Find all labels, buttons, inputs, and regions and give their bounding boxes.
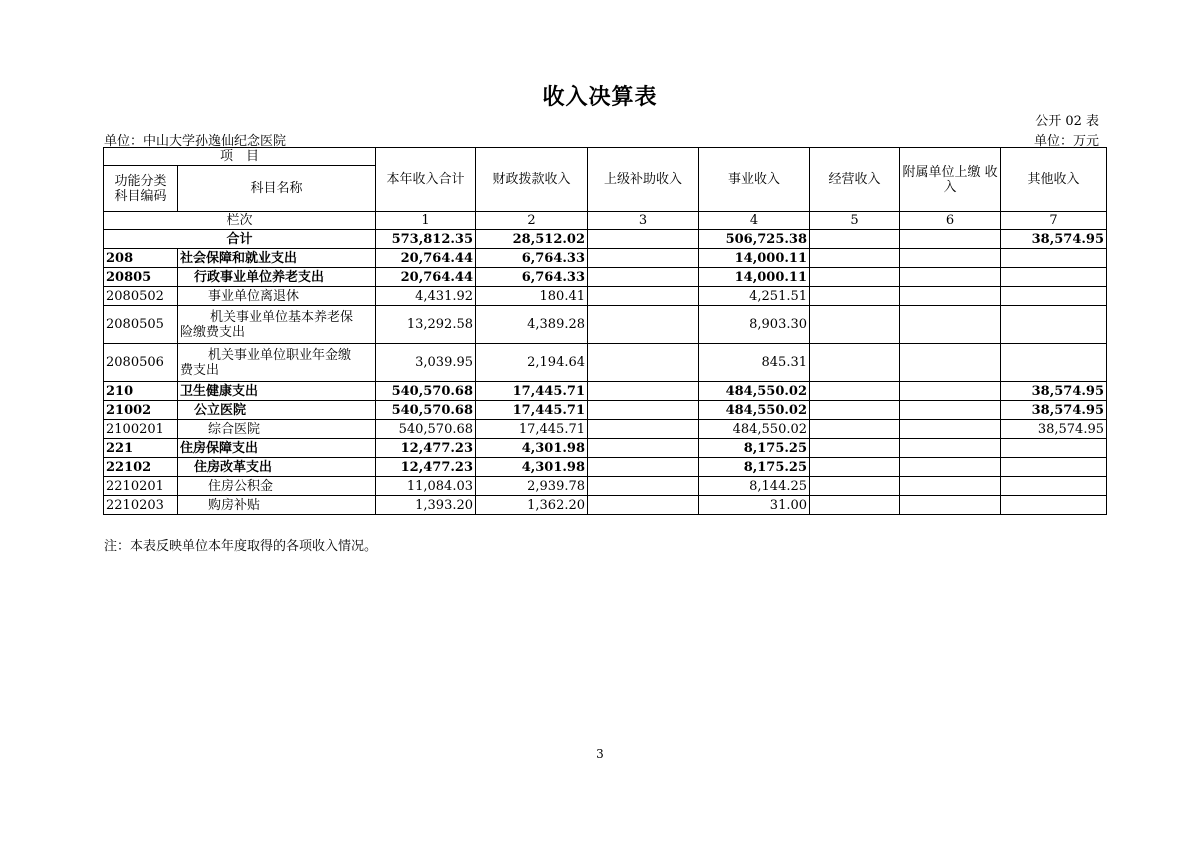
cell-operating — [810, 401, 900, 420]
cell-name: 购房补贴 — [178, 496, 376, 515]
cell-name: 综合医院 — [178, 420, 376, 439]
table-row — [104, 420, 1107, 439]
col-index-5: 5 — [810, 212, 900, 230]
col-index-2: 2 — [476, 212, 588, 230]
header-other: 其他收入 — [1001, 148, 1107, 212]
cell-superior — [588, 439, 699, 458]
cell-code: 2100201 — [104, 420, 178, 439]
cell-operating — [810, 287, 900, 306]
cell-code: 20805 — [104, 268, 178, 287]
table-note: 注：本表反映单位本年度取得的各项收入情况。 — [104, 539, 378, 554]
cell-business: 4,251.51 — [699, 287, 810, 306]
cell-superior — [588, 344, 699, 382]
cell-fiscal: 17,445.71 — [476, 401, 588, 420]
cell-code: 2210203 — [104, 496, 178, 515]
header-superior: 上级补助收入 — [588, 148, 699, 212]
cell-business: 484,550.02 — [699, 382, 810, 401]
table-row — [104, 249, 1107, 268]
cell-superior — [588, 287, 699, 306]
cell-name: 住房保障支出 — [178, 439, 376, 458]
cell-business: 31.00 — [699, 496, 810, 515]
cell-affiliate — [900, 306, 1001, 344]
cell-name — [178, 344, 376, 382]
cell-fiscal: 1,362.20 — [476, 496, 588, 515]
reporting-unit: 单位：中山大学孙逸仙纪念医院 — [104, 134, 287, 149]
cell-name: 住房公积金 — [178, 477, 376, 496]
cell-fiscal: 6,764.33 — [476, 268, 588, 287]
cell-business: 8,903.30 — [699, 306, 810, 344]
table-row — [104, 458, 1107, 477]
cell-total: 20,764.44 — [376, 249, 476, 268]
cell-operating — [810, 477, 900, 496]
cell-total: 540,570.68 — [376, 382, 476, 401]
cell-business: 14,000.11 — [699, 268, 810, 287]
cell-total: 11,084.03 — [376, 477, 476, 496]
cell-operating — [810, 420, 900, 439]
cell-code: 21002 — [104, 401, 178, 420]
cell-name-line1: 机关事业单位基本养老保 — [210, 309, 354, 325]
cell-other — [1001, 496, 1107, 515]
cell-other — [1001, 477, 1107, 496]
cell-affiliate — [900, 420, 1001, 439]
cell-name-line2: 费支出 — [180, 362, 220, 378]
cell-total: 4,431.92 — [376, 287, 476, 306]
cell-other — [1001, 439, 1107, 458]
cell-operating — [810, 382, 900, 401]
cell-fiscal: 4,389.28 — [476, 306, 588, 344]
cell-total: 20,764.44 — [376, 268, 476, 287]
cell-affiliate — [900, 439, 1001, 458]
form-code: 公开 02 表 — [1035, 114, 1099, 129]
cell-code: 208 — [104, 249, 178, 268]
cell-business: 484,550.02 — [699, 401, 810, 420]
table-row — [104, 439, 1107, 458]
header-fiscal: 财政拨款收入 — [476, 148, 588, 212]
cell-other: 38,574.95 — [1001, 420, 1107, 439]
cell-business: 8,144.25 — [699, 477, 810, 496]
header-func-code: 功能分类 科目编码 — [104, 166, 178, 212]
header-subject-name: 科目名称 — [178, 166, 376, 212]
cell-affiliate — [900, 477, 1001, 496]
cell-code: 2080505 — [104, 306, 178, 344]
header-item: 项 目 — [104, 148, 376, 166]
col-index-7: 7 — [1001, 212, 1107, 230]
table-row — [104, 268, 1107, 287]
cell-total: 540,570.68 — [376, 420, 476, 439]
cell-superior — [588, 401, 699, 420]
cell-other — [1001, 344, 1107, 382]
cell-superior — [588, 382, 699, 401]
page-number: 3 — [596, 747, 604, 761]
cell-total: 12,477.23 — [376, 439, 476, 458]
cell-total: 1,393.20 — [376, 496, 476, 515]
cell-other: 38,574.95 — [1001, 401, 1107, 420]
cell-name-line1: 机关事业单位职业年金缴 — [208, 347, 352, 363]
cell-affiliate — [900, 401, 1001, 420]
cell-code: 2080502 — [104, 287, 178, 306]
cell-affiliate — [900, 249, 1001, 268]
cell-name: 社会保障和就业支出 — [178, 249, 376, 268]
cell-operating — [810, 439, 900, 458]
header-operating: 经营收入 — [810, 148, 900, 212]
table-row — [104, 382, 1107, 401]
cell-total: 12,477.23 — [376, 458, 476, 477]
cell-superior — [588, 496, 699, 515]
cell-code: 2210201 — [104, 477, 178, 496]
cell-fiscal: 4,301.98 — [476, 439, 588, 458]
col-index-4: 4 — [699, 212, 810, 230]
cell-name: 住房改革支出 — [178, 458, 376, 477]
cell-operating — [810, 496, 900, 515]
col-index-6: 6 — [900, 212, 1001, 230]
header-row-index: 栏次 — [104, 212, 376, 230]
cell-code: 210 — [104, 382, 178, 401]
table-row — [104, 477, 1107, 496]
cell-code: 22102 — [104, 458, 178, 477]
cell-operating — [810, 344, 900, 382]
cell-other — [1001, 458, 1107, 477]
cell-code: 221 — [104, 439, 178, 458]
cell-business: 14,000.11 — [699, 249, 810, 268]
cell-affiliate — [900, 230, 1001, 249]
table-row — [104, 496, 1107, 515]
cell-other — [1001, 306, 1107, 344]
cell-superior — [588, 306, 699, 344]
cell-total: 13,292.58 — [376, 306, 476, 344]
cell-fiscal: 28,512.02 — [476, 230, 588, 249]
header-affiliate: 附属单位上缴 收入 — [900, 148, 1001, 212]
total-row — [104, 230, 1107, 249]
cell-superior — [588, 249, 699, 268]
cell-superior — [588, 420, 699, 439]
cell-other: 38,574.95 — [1001, 382, 1107, 401]
cell-affiliate — [900, 496, 1001, 515]
cell-total: 3,039.95 — [376, 344, 476, 382]
currency-unit: 单位：万元 — [1033, 134, 1099, 149]
cell-name — [178, 306, 376, 344]
col-index-3: 3 — [588, 212, 699, 230]
cell-superior — [588, 458, 699, 477]
cell-affiliate — [900, 458, 1001, 477]
cell-business: 8,175.25 — [699, 439, 810, 458]
cell-fiscal: 2,194.64 — [476, 344, 588, 382]
cell-superior — [588, 230, 699, 249]
income-table — [103, 147, 1107, 515]
cell-fiscal: 4,301.98 — [476, 458, 588, 477]
cell-other — [1001, 268, 1107, 287]
table-row — [104, 344, 1107, 382]
cell-business: 8,175.25 — [699, 458, 810, 477]
cell-business: 845.31 — [699, 344, 810, 382]
cell-operating — [810, 306, 900, 344]
cell-fiscal: 2,939.78 — [476, 477, 588, 496]
cell-affiliate — [900, 287, 1001, 306]
cell-operating — [810, 249, 900, 268]
cell-operating — [810, 268, 900, 287]
cell-name-line2: 险缴费支出 — [180, 324, 246, 340]
cell-fiscal: 180.41 — [476, 287, 588, 306]
cell-operating — [810, 230, 900, 249]
cell-affiliate — [900, 268, 1001, 287]
cell-other: 38,574.95 — [1001, 230, 1107, 249]
total-label: 合计 — [104, 230, 376, 249]
cell-superior — [588, 268, 699, 287]
header-total: 本年收入合计 — [376, 148, 476, 212]
table-row — [104, 287, 1107, 306]
page-title: 收入决算表 — [542, 84, 658, 110]
cell-fiscal: 17,445.71 — [476, 420, 588, 439]
cell-operating — [810, 458, 900, 477]
cell-fiscal: 17,445.71 — [476, 382, 588, 401]
cell-affiliate — [900, 382, 1001, 401]
cell-name: 公立医院 — [178, 401, 376, 420]
col-index-1: 1 — [376, 212, 476, 230]
table-row — [104, 306, 1107, 344]
cell-total: 573,812.35 — [376, 230, 476, 249]
header-business: 事业收入 — [699, 148, 810, 212]
cell-superior — [588, 477, 699, 496]
cell-name: 事业单位离退休 — [178, 287, 376, 306]
table-row — [104, 401, 1107, 420]
cell-affiliate — [900, 344, 1001, 382]
cell-fiscal: 6,764.33 — [476, 249, 588, 268]
cell-name: 行政事业单位养老支出 — [178, 268, 376, 287]
cell-name: 卫生健康支出 — [178, 382, 376, 401]
cell-business: 484,550.02 — [699, 420, 810, 439]
cell-code: 2080506 — [104, 344, 178, 382]
cell-other — [1001, 249, 1107, 268]
cell-other — [1001, 287, 1107, 306]
cell-total: 540,570.68 — [376, 401, 476, 420]
cell-business: 506,725.38 — [699, 230, 810, 249]
